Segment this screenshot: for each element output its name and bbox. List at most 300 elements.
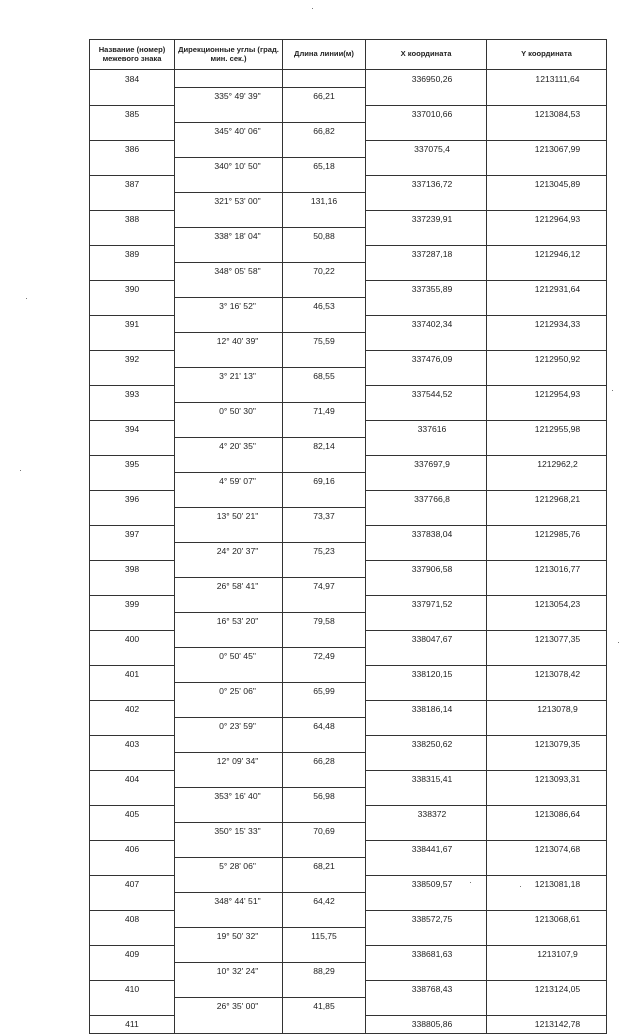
line-length-cell bbox=[283, 980, 366, 998]
x-coordinate-cell: 336950,26 bbox=[366, 70, 487, 88]
y-coordinate-cell: 1213074,68 bbox=[487, 840, 607, 858]
boundary-mark-row bbox=[90, 105, 607, 123]
y-coordinate-cell: 1212946,12 bbox=[487, 245, 607, 263]
bearing-angle-cell bbox=[175, 980, 283, 998]
header-x-coordinate: X координата bbox=[366, 40, 487, 70]
y-coordinate-cell: 1212985,76 bbox=[487, 525, 607, 543]
boundary-segment-row bbox=[90, 753, 607, 771]
bearing-angle-cell bbox=[175, 245, 283, 263]
mark-name-cell bbox=[90, 473, 175, 491]
boundary-mark-row bbox=[90, 770, 607, 788]
y-coordinate-cell: 1213068,61 bbox=[487, 910, 607, 928]
boundary-segment-row bbox=[90, 613, 607, 631]
x-coordinate-cell: 337239,91 bbox=[366, 210, 487, 228]
boundary-mark-row bbox=[90, 840, 607, 858]
mark-name-cell bbox=[90, 613, 175, 631]
mark-name-cell: 395 bbox=[90, 455, 175, 473]
bearing-angle-cell bbox=[175, 875, 283, 893]
line-length-cell bbox=[283, 770, 366, 788]
boundary-segment-row bbox=[90, 88, 607, 106]
line-length-cell: 56,98 bbox=[283, 788, 366, 806]
mark-name-cell: 393 bbox=[90, 385, 175, 403]
x-coordinate-cell bbox=[366, 928, 487, 946]
boundary-mark-row bbox=[90, 455, 607, 473]
bearing-angle-cell: 338° 18' 04" bbox=[175, 228, 283, 246]
line-length-cell bbox=[283, 735, 366, 753]
x-coordinate-cell: 337476,09 bbox=[366, 350, 487, 368]
boundary-mark-row bbox=[90, 315, 607, 333]
x-coordinate-cell bbox=[366, 438, 487, 456]
y-coordinate-cell: 1213078,42 bbox=[487, 665, 607, 683]
mark-name-cell: 388 bbox=[90, 210, 175, 228]
y-coordinate-cell: 1213016,77 bbox=[487, 560, 607, 578]
y-coordinate-cell: 1213142,78 bbox=[487, 1015, 607, 1033]
line-length-cell bbox=[283, 840, 366, 858]
line-length-cell: 70,69 bbox=[283, 823, 366, 841]
x-coordinate-cell: 338120,15 bbox=[366, 665, 487, 683]
x-coordinate-cell bbox=[366, 963, 487, 981]
y-coordinate-cell: 1212964,93 bbox=[487, 210, 607, 228]
y-coordinate-cell bbox=[487, 928, 607, 946]
boundary-segment-row bbox=[90, 298, 607, 316]
mark-name-cell: 392 bbox=[90, 350, 175, 368]
boundary-segment-row bbox=[90, 403, 607, 421]
x-coordinate-cell: 338250,62 bbox=[366, 735, 487, 753]
line-length-cell: 64,48 bbox=[283, 718, 366, 736]
boundary-mark-row bbox=[90, 175, 607, 193]
line-length-cell: 75,59 bbox=[283, 333, 366, 351]
mark-name-cell: 409 bbox=[90, 945, 175, 963]
mark-name-cell: 406 bbox=[90, 840, 175, 858]
y-coordinate-cell bbox=[487, 613, 607, 631]
mark-name-cell bbox=[90, 228, 175, 246]
mark-name-cell bbox=[90, 88, 175, 106]
bearing-angle-cell: 0° 23' 59" bbox=[175, 718, 283, 736]
boundary-segment-row bbox=[90, 158, 607, 176]
boundary-mark-row bbox=[90, 210, 607, 228]
boundary-mark-row bbox=[90, 945, 607, 963]
boundary-segment-row bbox=[90, 368, 607, 386]
boundary-marks-table bbox=[89, 39, 607, 1034]
bearing-angle-cell bbox=[175, 280, 283, 298]
bearing-angle-cell bbox=[175, 525, 283, 543]
x-coordinate-cell bbox=[366, 368, 487, 386]
x-coordinate-cell: 337355,89 bbox=[366, 280, 487, 298]
bearing-angle-cell: 0° 50' 45" bbox=[175, 648, 283, 666]
boundary-segment-row bbox=[90, 228, 607, 246]
scan-speck bbox=[20, 470, 21, 471]
mark-name-cell: 386 bbox=[90, 140, 175, 158]
y-coordinate-cell: 1212962,2 bbox=[487, 455, 607, 473]
boundary-mark-row bbox=[90, 700, 607, 718]
bearing-angle-cell: 5° 28' 06" bbox=[175, 858, 283, 876]
bearing-angle-cell: 3° 16' 52" bbox=[175, 298, 283, 316]
bearing-angle-cell bbox=[175, 175, 283, 193]
mark-name-cell bbox=[90, 298, 175, 316]
mark-name-cell: 407 bbox=[90, 875, 175, 893]
boundary-mark-row bbox=[90, 980, 607, 998]
bearing-angle-cell: 0° 50' 30" bbox=[175, 403, 283, 421]
bearing-angle-cell: 13° 50' 21" bbox=[175, 508, 283, 526]
mark-name-cell: 405 bbox=[90, 805, 175, 823]
line-length-cell: 68,21 bbox=[283, 858, 366, 876]
boundary-segment-row bbox=[90, 438, 607, 456]
x-coordinate-cell bbox=[366, 893, 487, 911]
line-length-cell bbox=[283, 175, 366, 193]
boundary-segment-row bbox=[90, 648, 607, 666]
x-coordinate-cell: 338441,67 bbox=[366, 840, 487, 858]
y-coordinate-cell bbox=[487, 718, 607, 736]
mark-name-cell bbox=[90, 368, 175, 386]
line-length-cell: 66,21 bbox=[283, 88, 366, 106]
mark-name-cell bbox=[90, 333, 175, 351]
x-coordinate-cell bbox=[366, 473, 487, 491]
line-length-cell bbox=[283, 245, 366, 263]
boundary-segment-row bbox=[90, 473, 607, 491]
bearing-angle-cell: 350° 15' 33" bbox=[175, 823, 283, 841]
boundary-mark-row bbox=[90, 665, 607, 683]
scan-speck bbox=[470, 882, 471, 883]
boundary-segment-row bbox=[90, 333, 607, 351]
y-coordinate-cell: 1212934,33 bbox=[487, 315, 607, 333]
header-mark-name: Название (номер) межевого знака bbox=[90, 40, 175, 70]
mark-name-cell: 390 bbox=[90, 280, 175, 298]
x-coordinate-cell bbox=[366, 613, 487, 631]
line-length-cell bbox=[283, 315, 366, 333]
mark-name-cell bbox=[90, 893, 175, 911]
x-coordinate-cell bbox=[366, 823, 487, 841]
line-length-cell: 64,42 bbox=[283, 893, 366, 911]
line-length-cell: 50,88 bbox=[283, 228, 366, 246]
mark-name-cell: 384 bbox=[90, 70, 175, 88]
boundary-mark-row bbox=[90, 350, 607, 368]
line-length-cell bbox=[283, 490, 366, 508]
line-length-cell: 82,14 bbox=[283, 438, 366, 456]
y-coordinate-cell: 1213078,9 bbox=[487, 700, 607, 718]
bearing-angle-cell bbox=[175, 1015, 283, 1033]
x-coordinate-cell bbox=[366, 998, 487, 1016]
y-coordinate-cell bbox=[487, 788, 607, 806]
boundary-mark-row bbox=[90, 875, 607, 893]
y-coordinate-cell bbox=[487, 333, 607, 351]
boundary-mark-row bbox=[90, 560, 607, 578]
x-coordinate-cell bbox=[366, 88, 487, 106]
mark-name-cell: 394 bbox=[90, 420, 175, 438]
y-coordinate-cell bbox=[487, 508, 607, 526]
bearing-angle-cell: 10° 32' 24" bbox=[175, 963, 283, 981]
x-coordinate-cell: 337544,52 bbox=[366, 385, 487, 403]
bearing-angle-cell bbox=[175, 140, 283, 158]
boundary-segment-row bbox=[90, 508, 607, 526]
x-coordinate-cell: 337838,04 bbox=[366, 525, 487, 543]
x-coordinate-cell: 338768,43 bbox=[366, 980, 487, 998]
mark-name-cell: 389 bbox=[90, 245, 175, 263]
line-length-cell: 131,16 bbox=[283, 193, 366, 211]
bearing-angle-cell: 348° 05' 58" bbox=[175, 263, 283, 281]
x-coordinate-cell bbox=[366, 753, 487, 771]
y-coordinate-cell: 1213054,23 bbox=[487, 595, 607, 613]
boundary-segment-row bbox=[90, 123, 607, 141]
y-coordinate-cell bbox=[487, 228, 607, 246]
y-coordinate-cell: 1212954,93 bbox=[487, 385, 607, 403]
boundary-mark-row bbox=[90, 245, 607, 263]
y-coordinate-cell bbox=[487, 893, 607, 911]
bearing-angle-cell bbox=[175, 210, 283, 228]
y-coordinate-cell bbox=[487, 963, 607, 981]
x-coordinate-cell: 338572,75 bbox=[366, 910, 487, 928]
y-coordinate-cell bbox=[487, 648, 607, 666]
x-coordinate-cell: 337402,34 bbox=[366, 315, 487, 333]
y-coordinate-cell: 1212931,64 bbox=[487, 280, 607, 298]
line-length-cell bbox=[283, 700, 366, 718]
boundary-mark-row bbox=[90, 70, 607, 88]
bearing-angle-cell bbox=[175, 700, 283, 718]
line-length-cell bbox=[283, 350, 366, 368]
bearing-angle-cell: 353° 16' 40" bbox=[175, 788, 283, 806]
x-coordinate-cell bbox=[366, 858, 487, 876]
scan-speck bbox=[520, 886, 521, 887]
mark-name-cell: 402 bbox=[90, 700, 175, 718]
y-coordinate-cell: 1213107,9 bbox=[487, 945, 607, 963]
line-length-cell bbox=[283, 665, 366, 683]
x-coordinate-cell bbox=[366, 648, 487, 666]
boundary-segment-row bbox=[90, 683, 607, 701]
line-length-cell bbox=[283, 140, 366, 158]
x-coordinate-cell: 337287,18 bbox=[366, 245, 487, 263]
bearing-angle-cell: 12° 40' 39" bbox=[175, 333, 283, 351]
header-line-length: Длина линии(м) bbox=[283, 40, 366, 70]
bearing-angle-cell bbox=[175, 665, 283, 683]
mark-name-cell bbox=[90, 683, 175, 701]
bearing-angle-cell: 4° 59' 07" bbox=[175, 473, 283, 491]
bearing-angle-cell bbox=[175, 105, 283, 123]
y-coordinate-cell bbox=[487, 473, 607, 491]
bearing-angle-cell bbox=[175, 350, 283, 368]
x-coordinate-cell: 338047,67 bbox=[366, 630, 487, 648]
bearing-angle-cell: 19° 50' 32" bbox=[175, 928, 283, 946]
x-coordinate-cell bbox=[366, 508, 487, 526]
mark-name-cell: 400 bbox=[90, 630, 175, 648]
y-coordinate-cell bbox=[487, 88, 607, 106]
header-y-coordinate: Y координата bbox=[487, 40, 607, 70]
bearing-angle-cell: 0° 25' 06" bbox=[175, 683, 283, 701]
y-coordinate-cell: 1213111,64 bbox=[487, 70, 607, 88]
mark-name-cell bbox=[90, 263, 175, 281]
y-coordinate-cell bbox=[487, 823, 607, 841]
bearing-angle-cell: 26° 58' 41" bbox=[175, 578, 283, 596]
line-length-cell: 71,49 bbox=[283, 403, 366, 421]
y-coordinate-cell bbox=[487, 298, 607, 316]
mark-name-cell: 411 bbox=[90, 1015, 175, 1033]
line-length-cell bbox=[283, 910, 366, 928]
x-coordinate-cell: 337010,66 bbox=[366, 105, 487, 123]
x-coordinate-cell: 338805,86 bbox=[366, 1015, 487, 1033]
boundary-mark-row bbox=[90, 630, 607, 648]
x-coordinate-cell bbox=[366, 788, 487, 806]
boundary-segment-row bbox=[90, 893, 607, 911]
bearing-angle-cell bbox=[175, 315, 283, 333]
line-length-cell: 79,58 bbox=[283, 613, 366, 631]
bearing-angle-cell bbox=[175, 385, 283, 403]
mark-name-cell bbox=[90, 963, 175, 981]
boundary-segment-row bbox=[90, 858, 607, 876]
line-length-cell bbox=[283, 210, 366, 228]
y-coordinate-cell bbox=[487, 123, 607, 141]
y-coordinate-cell: 1213093,31 bbox=[487, 770, 607, 788]
line-length-cell: 41,85 bbox=[283, 998, 366, 1016]
mark-name-cell: 398 bbox=[90, 560, 175, 578]
mark-name-cell: 401 bbox=[90, 665, 175, 683]
y-coordinate-cell bbox=[487, 368, 607, 386]
line-length-cell bbox=[283, 1015, 366, 1033]
x-coordinate-cell: 337697,9 bbox=[366, 455, 487, 473]
mark-name-cell bbox=[90, 403, 175, 421]
line-length-cell bbox=[283, 385, 366, 403]
y-coordinate-cell bbox=[487, 858, 607, 876]
bearing-angle-cell: 4° 20' 35" bbox=[175, 438, 283, 456]
bearing-angle-cell bbox=[175, 910, 283, 928]
x-coordinate-cell: 337075,4 bbox=[366, 140, 487, 158]
boundary-segment-row bbox=[90, 928, 607, 946]
x-coordinate-cell: 337136,72 bbox=[366, 175, 487, 193]
x-coordinate-cell bbox=[366, 158, 487, 176]
y-coordinate-cell: 1213081,18 bbox=[487, 875, 607, 893]
y-coordinate-cell: 1213067,99 bbox=[487, 140, 607, 158]
boundary-mark-row bbox=[90, 1015, 607, 1033]
bearing-angle-cell bbox=[175, 420, 283, 438]
mark-name-cell bbox=[90, 158, 175, 176]
header-bearing-angle: Дирекционные углы (град. мин. сек.) bbox=[175, 40, 283, 70]
bearing-angle-cell bbox=[175, 805, 283, 823]
mark-name-cell: 387 bbox=[90, 175, 175, 193]
line-length-cell: 69,16 bbox=[283, 473, 366, 491]
line-length-cell bbox=[283, 525, 366, 543]
table-header-row bbox=[90, 40, 607, 70]
x-coordinate-cell bbox=[366, 578, 487, 596]
line-length-cell bbox=[283, 280, 366, 298]
x-coordinate-cell bbox=[366, 298, 487, 316]
boundary-segment-row bbox=[90, 823, 607, 841]
bearing-angle-cell: 321° 53' 00" bbox=[175, 193, 283, 211]
x-coordinate-cell: 338372 bbox=[366, 805, 487, 823]
mark-name-cell bbox=[90, 543, 175, 561]
bearing-angle-cell: 345° 40' 06" bbox=[175, 123, 283, 141]
line-length-cell: 68,55 bbox=[283, 368, 366, 386]
mark-name-cell: 385 bbox=[90, 105, 175, 123]
line-length-cell: 75,23 bbox=[283, 543, 366, 561]
bearing-angle-cell: 3° 21' 13" bbox=[175, 368, 283, 386]
boundary-mark-row bbox=[90, 280, 607, 298]
bearing-angle-cell: 16° 53' 20" bbox=[175, 613, 283, 631]
y-coordinate-cell: 1212968,21 bbox=[487, 490, 607, 508]
bearing-angle-cell bbox=[175, 630, 283, 648]
line-length-cell: 65,99 bbox=[283, 683, 366, 701]
line-length-cell: 88,29 bbox=[283, 963, 366, 981]
x-coordinate-cell bbox=[366, 333, 487, 351]
x-coordinate-cell: 338681,63 bbox=[366, 945, 487, 963]
y-coordinate-cell bbox=[487, 158, 607, 176]
y-coordinate-cell bbox=[487, 543, 607, 561]
x-coordinate-cell bbox=[366, 718, 487, 736]
x-coordinate-cell: 337971,52 bbox=[366, 595, 487, 613]
scan-speck bbox=[618, 642, 619, 643]
x-coordinate-cell: 337766,8 bbox=[366, 490, 487, 508]
mark-name-cell: 404 bbox=[90, 770, 175, 788]
line-length-cell bbox=[283, 560, 366, 578]
boundary-mark-row bbox=[90, 910, 607, 928]
line-length-cell: 46,53 bbox=[283, 298, 366, 316]
boundary-mark-row bbox=[90, 385, 607, 403]
bearing-angle-cell bbox=[175, 70, 283, 88]
y-coordinate-cell: 1212955,98 bbox=[487, 420, 607, 438]
bearing-angle-cell bbox=[175, 945, 283, 963]
mark-name-cell: 399 bbox=[90, 595, 175, 613]
mark-name-cell: 397 bbox=[90, 525, 175, 543]
y-coordinate-cell bbox=[487, 263, 607, 281]
mark-name-cell: 396 bbox=[90, 490, 175, 508]
mark-name-cell bbox=[90, 578, 175, 596]
line-length-cell: 70,22 bbox=[283, 263, 366, 281]
scan-speck bbox=[312, 8, 313, 9]
x-coordinate-cell: 337616 bbox=[366, 420, 487, 438]
y-coordinate-cell bbox=[487, 753, 607, 771]
y-coordinate-cell: 1213086,64 bbox=[487, 805, 607, 823]
mark-name-cell bbox=[90, 438, 175, 456]
line-length-cell bbox=[283, 945, 366, 963]
line-length-cell: 72,49 bbox=[283, 648, 366, 666]
line-length-cell: 66,82 bbox=[283, 123, 366, 141]
bearing-angle-cell bbox=[175, 735, 283, 753]
mark-name-cell bbox=[90, 648, 175, 666]
mark-name-cell bbox=[90, 823, 175, 841]
y-coordinate-cell bbox=[487, 578, 607, 596]
bearing-angle-cell bbox=[175, 560, 283, 578]
boundary-segment-row bbox=[90, 193, 607, 211]
line-length-cell: 65,18 bbox=[283, 158, 366, 176]
boundary-segment-row bbox=[90, 263, 607, 281]
boundary-mark-row bbox=[90, 490, 607, 508]
mark-name-cell bbox=[90, 193, 175, 211]
boundary-mark-row bbox=[90, 735, 607, 753]
x-coordinate-cell: 338509,57 bbox=[366, 875, 487, 893]
x-coordinate-cell bbox=[366, 543, 487, 561]
bearing-angle-cell: 340° 10' 50" bbox=[175, 158, 283, 176]
boundary-segment-row bbox=[90, 788, 607, 806]
mark-name-cell bbox=[90, 788, 175, 806]
bearing-angle-cell bbox=[175, 770, 283, 788]
bearing-angle-cell bbox=[175, 840, 283, 858]
boundary-segment-row bbox=[90, 543, 607, 561]
scan-speck bbox=[612, 390, 613, 391]
x-coordinate-cell bbox=[366, 193, 487, 211]
scan-speck bbox=[26, 298, 27, 299]
x-coordinate-cell bbox=[366, 403, 487, 421]
x-coordinate-cell: 338315,41 bbox=[366, 770, 487, 788]
mark-name-cell bbox=[90, 858, 175, 876]
boundary-segment-row bbox=[90, 718, 607, 736]
line-length-cell: 73,37 bbox=[283, 508, 366, 526]
mark-name-cell: 408 bbox=[90, 910, 175, 928]
line-length-cell bbox=[283, 875, 366, 893]
y-coordinate-cell: 1213079,35 bbox=[487, 735, 607, 753]
boundary-mark-row bbox=[90, 805, 607, 823]
mark-name-cell bbox=[90, 928, 175, 946]
mark-name-cell bbox=[90, 753, 175, 771]
line-length-cell bbox=[283, 455, 366, 473]
y-coordinate-cell bbox=[487, 403, 607, 421]
line-length-cell bbox=[283, 70, 366, 88]
boundary-mark-row bbox=[90, 140, 607, 158]
